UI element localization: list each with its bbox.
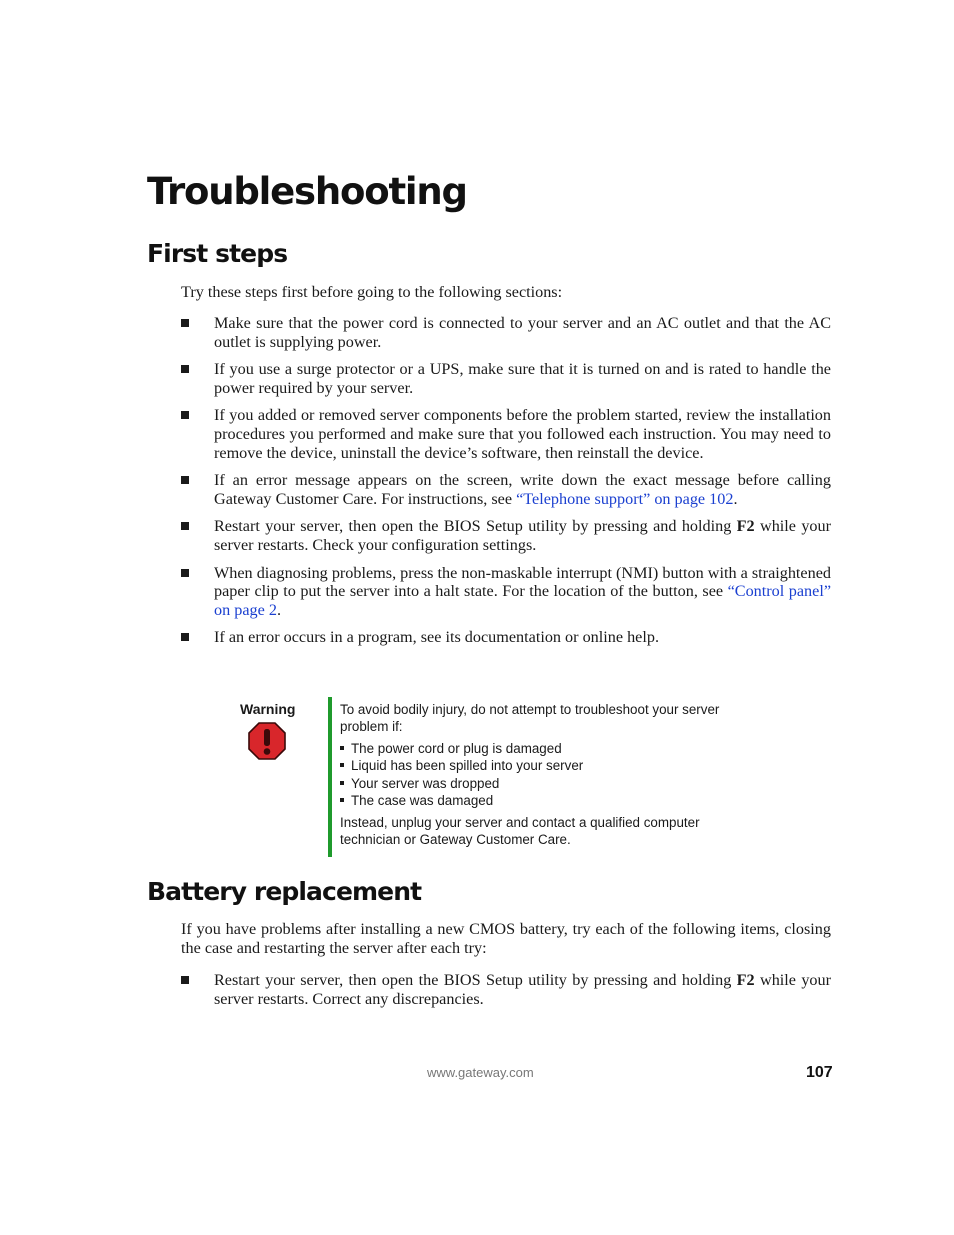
- footer-url: www.gateway.com: [427, 1065, 534, 1080]
- warning-octagon-icon: [248, 722, 286, 760]
- warning-label: Warning: [240, 701, 296, 717]
- first-steps-intro: Try these steps first before going to the following sections:: [181, 283, 563, 301]
- page-number: 107: [806, 1064, 833, 1081]
- first-steps-list: [181, 314, 831, 647]
- section-heading-first-steps: First steps: [147, 239, 288, 268]
- list-item: Your server was dropped: [340, 775, 750, 792]
- list-item: Liquid has been spilled into your server: [340, 757, 750, 774]
- battery-list: [181, 971, 831, 1008]
- bullet-dot-icon: [340, 781, 344, 785]
- key-f2: F2: [736, 971, 755, 989]
- bullet-square-icon: [181, 569, 189, 577]
- key-f2: F2: [736, 517, 755, 536]
- list-item: If an error message appears on the screen, write down the exact message before calling Gateway Customer Care. For instructions, see “Telephone support” on page 102.: [181, 471, 831, 508]
- control-panel-link[interactable]: “Control panel” on page 2: [214, 582, 832, 619]
- warning-outro: Instead, unplug your server and contact a qualified computer technician or Gateway Customer Care.: [340, 815, 700, 848]
- bullet-dot-icon: [340, 798, 344, 802]
- bullet-square-icon: [181, 476, 189, 484]
- bullet-dot-icon: [340, 746, 344, 750]
- bullet-dot-icon: [340, 763, 344, 767]
- list-item: If an error occurs in a program, see its documentation or online help.: [181, 628, 831, 647]
- bullet-square-icon: [181, 522, 189, 530]
- bullet-square-icon: [181, 976, 189, 984]
- list-item: Make sure that the power cord is connected to your server and an AC outlet and that the AC outlet is supplying power.: [181, 314, 831, 351]
- list-item: The power cord or plug is damaged: [340, 740, 750, 757]
- section-heading-battery-replacement: Battery replacement: [147, 877, 422, 906]
- bullet-square-icon: [181, 633, 189, 641]
- bullet-square-icon: [181, 365, 189, 373]
- list-item: The case was damaged: [340, 792, 750, 809]
- warning-text: [340, 701, 750, 848]
- warning-intro: To avoid bodily injury, do not attempt to troubleshoot your server problem if:: [340, 702, 720, 734]
- warning-accent-bar: [328, 697, 332, 857]
- list-item: If you use a surge protector or a UPS, make sure that it is turned on and is rated to handle the power required by your server.: [181, 360, 831, 397]
- warning-list: [340, 740, 750, 809]
- telephone-support-link[interactable]: “Telephone support” on page 102: [516, 489, 734, 508]
- page-title: Troubleshooting: [147, 170, 467, 213]
- battery-intro: If you have problems after installing a new CMOS battery, try each of the following items, closing the case and restarting the server after each try:: [181, 920, 831, 957]
- bullet-square-icon: [181, 411, 189, 419]
- list-item: Restart your server, then open the BIOS Setup utility by pressing and holding F2 while your server restarts. Check your configuration settings.: [181, 517, 831, 554]
- list-item: Restart your server, then open the BIOS Setup utility by pressing and holding F2 while your server restarts. Correct any discrepancies.: [181, 971, 831, 1008]
- list-item: If you added or removed server components before the problem started, review the installation procedures you performed and make sure that you followed each instruction. You may need to remove the device, uninstall the device’s software, then reinstall the device.: [181, 406, 831, 462]
- bullet-square-icon: [181, 319, 189, 327]
- list-item: When diagnosing problems, press the non-maskable interrupt (NMI) button with a straightened paper clip to put the server into a halt state. For the location of the button, see “Control panel” on page 2.: [181, 564, 831, 620]
